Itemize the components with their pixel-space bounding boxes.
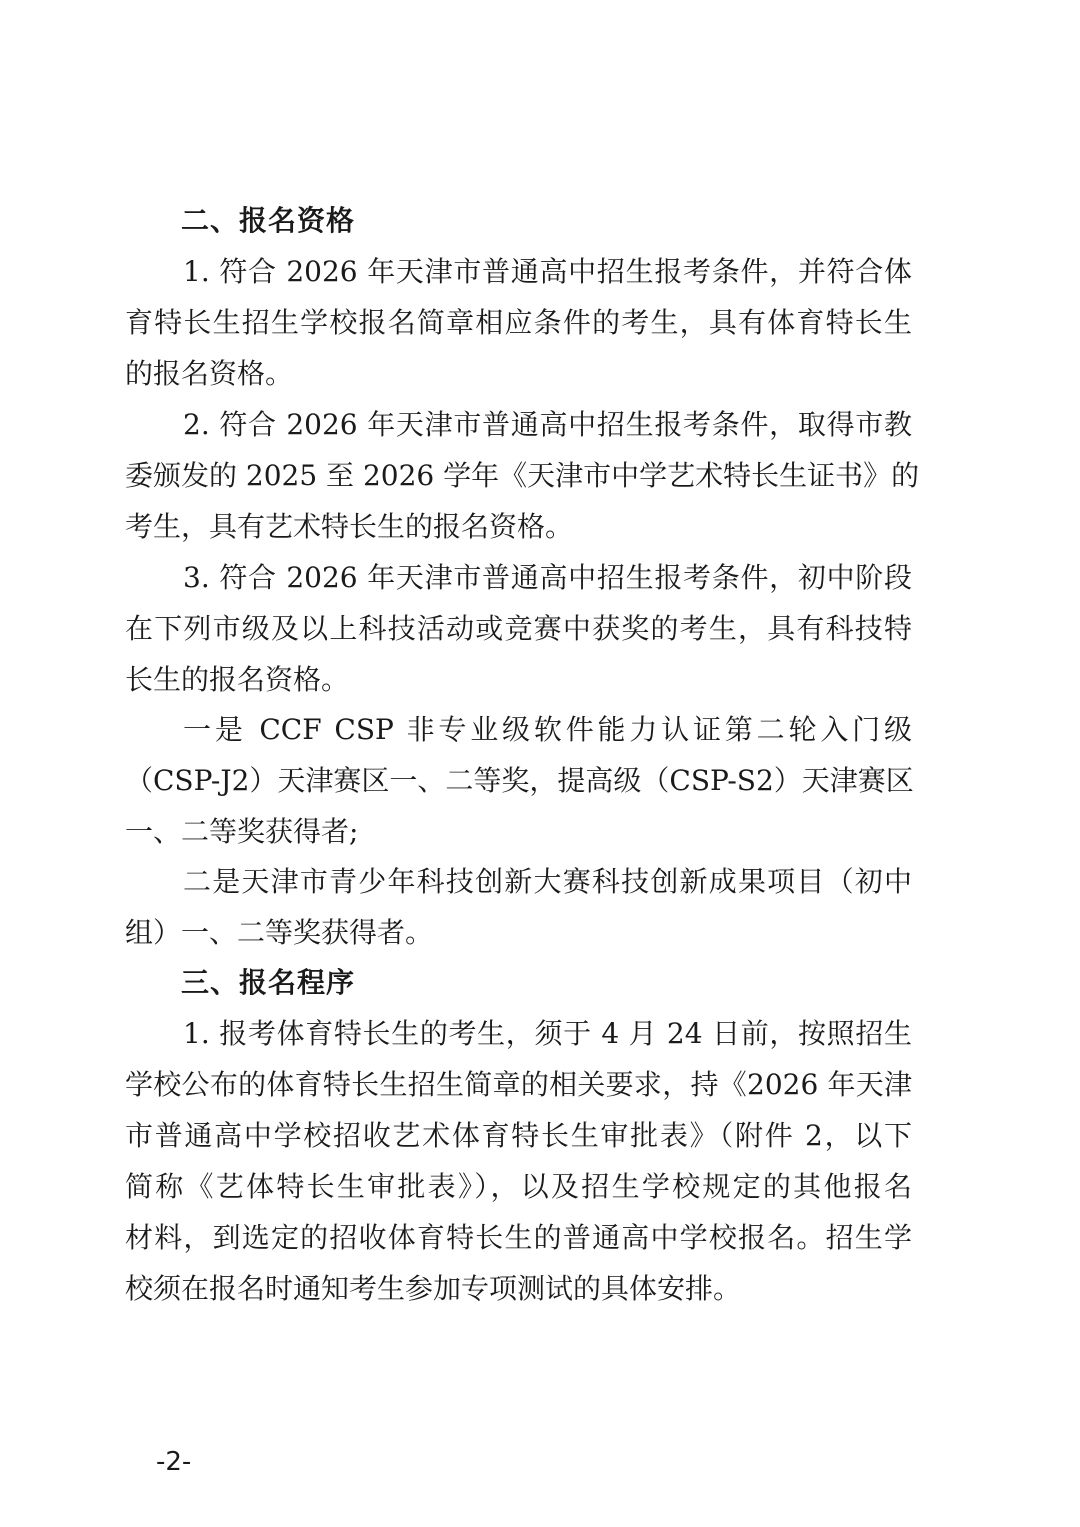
paragraph-line: 校须在报名时通知考生参加专项测试的具体安排。: [125, 1272, 742, 1305]
paragraph-line: （CSP-J2）天津赛区一、二等奖，提高级（CSP-S2）天津赛区: [125, 764, 914, 797]
paragraph-line: 长生的报名资格。: [125, 663, 350, 696]
page-number: -2-: [156, 1447, 192, 1477]
paragraph-line: 1. 报考体育特长生的考生，须于 4 月 24 日前，按照招生: [183, 1017, 912, 1050]
paragraph-line: 的报名资格。: [125, 357, 294, 390]
paragraph-line: 材料，到选定的招收体育特长生的普通高中学校报名。招生学: [125, 1221, 912, 1254]
paragraph-line: 学校公布的体育特长生招生简章的相关要求，持《2026 年天津: [125, 1068, 912, 1101]
paragraph-line: 组）一、二等奖获得者。: [125, 916, 434, 949]
paragraph-line: 一是 CCF CSP 非专业级软件能力认证第二轮入门级: [183, 713, 912, 746]
paragraph-line: 3. 符合 2026 年天津市普通高中招生报考条件，初中阶段: [183, 561, 912, 594]
paragraph-line: 市普通高中学校招收艺术体育特长生审批表》（附件 2，以下: [125, 1119, 912, 1152]
paragraph-line: 委颁发的 2025 至 2026 学年《天津市中学艺术特长生证书》的: [125, 459, 920, 492]
paragraph-line: 二是天津市青少年科技创新大赛科技创新成果项目（初中: [183, 865, 912, 898]
paragraph-line: 考生，具有艺术特长生的报名资格。: [125, 510, 574, 543]
paragraph-line: 1. 符合 2026 年天津市普通高中招生报考条件，并符合体: [183, 255, 912, 288]
paragraph-line: 一、二等奖获得者;: [125, 815, 359, 848]
paragraph-line: 简称《艺体特长生审批表》），以及招生学校规定的其他报名: [125, 1170, 912, 1203]
section-heading-procedure: 三、报名程序: [181, 966, 356, 999]
paragraph-line: 育特长生招生学校报名简章相应条件的考生，具有体育特长生: [125, 306, 912, 339]
paragraph-line: 2. 符合 2026 年天津市普通高中招生报考条件，取得市教: [183, 408, 912, 441]
paragraph-line: 在下列市级及以上科技活动或竞赛中获奖的考生，具有科技特: [125, 612, 912, 645]
section-heading-eligibility: 二、报名资格: [181, 204, 356, 237]
